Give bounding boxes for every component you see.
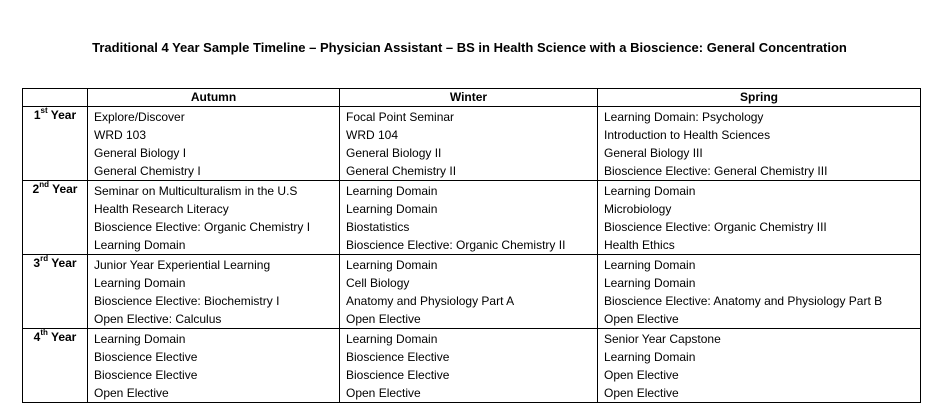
course-item: Focal Point Seminar [346, 110, 455, 124]
header-row [23, 89, 921, 107]
year-label: 2nd Year [23, 181, 88, 255]
course-item: Open Elective: Calculus [94, 312, 222, 326]
autumn-cell [88, 107, 340, 181]
spring-cell [598, 255, 921, 329]
course-item: Learning Domain [604, 184, 696, 198]
winter-cell [340, 181, 598, 255]
course-item: Anatomy and Physiology Part A [346, 294, 515, 308]
course-item: Open Elective [604, 312, 679, 326]
spring-cell [598, 329, 921, 403]
course-item: General Biology II [346, 146, 442, 160]
course-item: Learning Domain [604, 258, 696, 272]
autumn-cell [88, 181, 340, 255]
course-item: Seminar on Multiculturalism in the U.S [94, 184, 298, 198]
course-item: General Biology I [94, 146, 187, 160]
autumn-cell [88, 329, 340, 403]
spring-cell [598, 107, 921, 181]
course-item: Bioscience Elective: Organic Chemistry I [94, 220, 311, 234]
course-item: Introduction to Health Sciences [604, 128, 771, 142]
year-label: 1st Year [23, 107, 88, 181]
winter-cell [340, 255, 598, 329]
timeline-table [22, 88, 921, 403]
header-autumn: Autumn [88, 89, 340, 107]
table-row [23, 107, 921, 181]
course-item: WRD 103 [94, 128, 147, 142]
course-item: Health Ethics [604, 238, 675, 252]
course-item: Explore/Discover [94, 110, 185, 124]
table-row [23, 255, 921, 329]
header-year-blank [23, 89, 88, 107]
table-row [23, 181, 921, 255]
course-item: Open Elective [604, 386, 679, 400]
course-item: Senior Year Capstone [604, 332, 721, 346]
course-item: WRD 104 [346, 128, 399, 142]
course-item: Open Elective [94, 386, 169, 400]
spring-cell [598, 181, 921, 255]
autumn-cell [88, 255, 340, 329]
course-item: Bioscience Elective: Organic Chemistry III [604, 220, 827, 234]
course-item: Bioscience Elective [94, 350, 198, 364]
course-item: Bioscience Elective [94, 368, 198, 382]
course-item: General Biology III [604, 146, 703, 160]
course-item: Open Elective [346, 386, 421, 400]
course-item: Open Elective [604, 368, 679, 382]
table-row [23, 329, 921, 403]
course-item: Bioscience Elective: Organic Chemistry II [346, 238, 566, 252]
course-item: Learning Domain [604, 276, 696, 290]
year-label: 4th Year [23, 329, 88, 403]
winter-cell [340, 107, 598, 181]
course-item: Learning Domain [604, 350, 696, 364]
course-item: Bioscience Elective: General Chemistry III [604, 164, 828, 178]
year-label: 3rd Year [23, 255, 88, 329]
course-item: Biostatistics [346, 220, 410, 234]
course-item: Junior Year Experiential Learning [94, 258, 271, 272]
course-item: Open Elective [346, 312, 421, 326]
course-item: Learning Domain [346, 258, 438, 272]
course-item: Learning Domain [346, 332, 438, 346]
course-item: Microbiology [604, 202, 672, 216]
course-item: Learning Domain: Psychology [604, 110, 764, 124]
course-item: Learning Domain [94, 238, 186, 252]
course-item: Health Research Literacy [94, 202, 229, 216]
course-item: Learning Domain [94, 332, 186, 346]
course-item: General Chemistry II [346, 164, 457, 178]
course-item: Learning Domain [346, 184, 438, 198]
header-winter: Winter [340, 89, 598, 107]
course-item: Learning Domain [346, 202, 438, 216]
course-item: Learning Domain [94, 276, 186, 290]
course-item: Bioscience Elective [346, 368, 450, 382]
course-item: Bioscience Elective: Anatomy and Physiology Part B [604, 294, 883, 308]
winter-cell [340, 329, 598, 403]
course-item: Bioscience Elective: Biochemistry I [94, 294, 280, 308]
page-title: Traditional 4 Year Sample Timeline – Physician Assistant – BS in Health Science with a Bioscience: General Concentration [92, 40, 847, 55]
course-item: Cell Biology [346, 276, 410, 290]
header-spring: Spring [598, 89, 921, 107]
course-item: General Chemistry I [94, 164, 201, 178]
course-item: Bioscience Elective [346, 350, 450, 364]
